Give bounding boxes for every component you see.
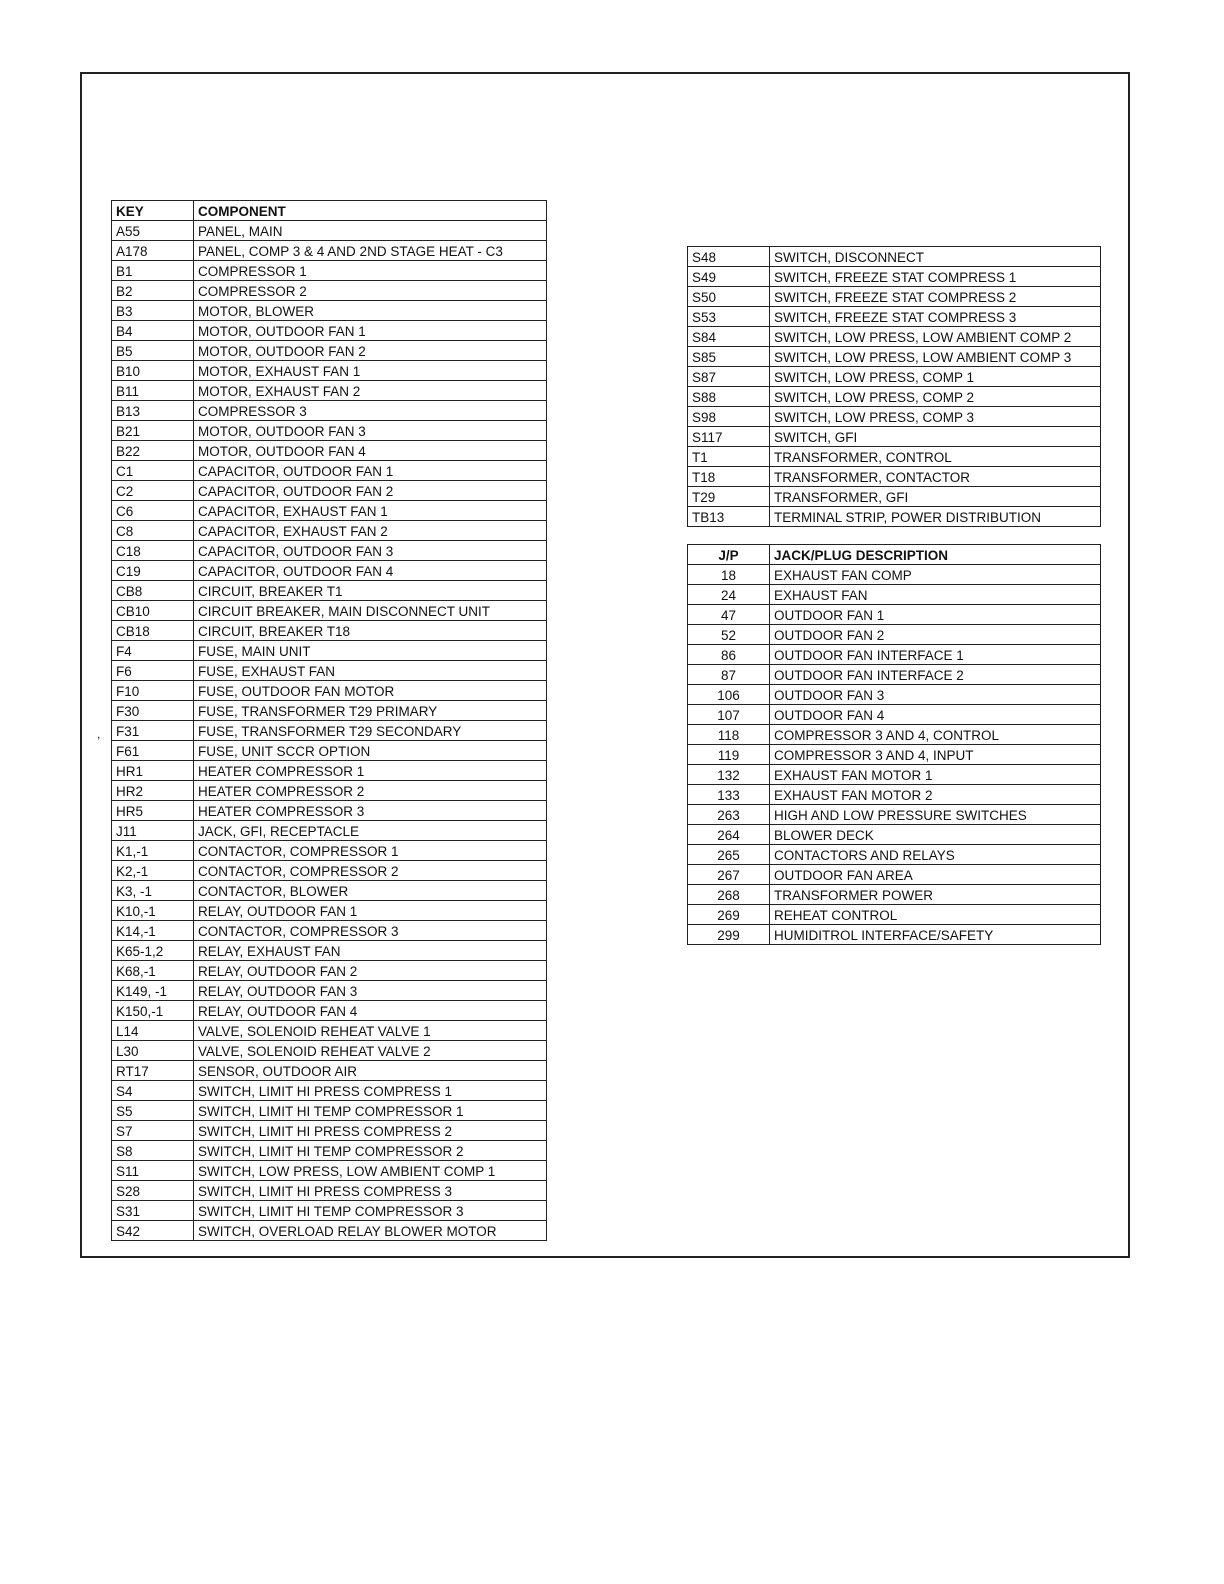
description-cell: CONTACTORS AND RELAYS [770, 845, 1101, 865]
key-cell: B5 [112, 341, 194, 361]
jackplug-row [688, 745, 1101, 765]
description-cell: CAPACITOR, OUTDOOR FAN 4 [194, 561, 547, 581]
component-row [112, 981, 547, 1001]
description-cell: CONTACTOR, COMPRESSOR 3 [194, 921, 547, 941]
jackplug-row [688, 765, 1101, 785]
switch-row [688, 247, 1101, 267]
key-cell: S50 [688, 287, 770, 307]
key-cell: 268 [688, 885, 770, 905]
key-cell: 267 [688, 865, 770, 885]
description-cell: CIRCUIT, BREAKER T18 [194, 621, 547, 641]
description-cell: SWITCH, LOW PRESS, COMP 1 [770, 367, 1101, 387]
description-cell: CIRCUIT, BREAKER T1 [194, 581, 547, 601]
description-cell: SWITCH, GFI [770, 427, 1101, 447]
description-cell: EXHAUST FAN [770, 585, 1101, 605]
key-cell: 18 [688, 565, 770, 585]
component-row [112, 301, 547, 321]
description-cell: SWITCH, LOW PRESS, LOW AMBIENT COMP 3 [770, 347, 1101, 367]
jackplug-row [688, 625, 1101, 645]
component-row [112, 1041, 547, 1061]
description-cell: CONTACTOR, BLOWER [194, 881, 547, 901]
switch-row [688, 347, 1101, 367]
key-cell: K1,-1 [112, 841, 194, 861]
component-row [112, 881, 547, 901]
description-cell: SWITCH, LIMIT HI PRESS COMPRESS 2 [194, 1121, 547, 1141]
jackplug-row [688, 865, 1101, 885]
key-cell: 264 [688, 825, 770, 845]
jackplug-table [687, 544, 1101, 945]
key-cell: S42 [112, 1221, 194, 1241]
component-row [112, 1121, 547, 1141]
key-cell: 106 [688, 685, 770, 705]
description-cell: SWITCH, FREEZE STAT COMPRESS 1 [770, 267, 1101, 287]
key-cell: TB13 [688, 507, 770, 527]
description-cell: FUSE, TRANSFORMER T29 PRIMARY [194, 701, 547, 721]
component-row [112, 961, 547, 981]
description-cell: CONTACTOR, COMPRESSOR 1 [194, 841, 547, 861]
description-cell: MOTOR, OUTDOOR FAN 2 [194, 341, 547, 361]
description-cell: RELAY, OUTDOOR FAN 1 [194, 901, 547, 921]
component-row [112, 641, 547, 661]
description-cell: TRANSFORMER, CONTROL [770, 447, 1101, 467]
description-cell: MOTOR, BLOWER [194, 301, 547, 321]
switch-row [688, 307, 1101, 327]
component-row [112, 381, 547, 401]
key-cell: 47 [688, 605, 770, 625]
description-cell: SWITCH, DISCONNECT [770, 247, 1101, 267]
component-row [112, 1141, 547, 1161]
description-cell: SWITCH, LOW PRESS, LOW AMBIENT COMP 1 [194, 1161, 547, 1181]
description-cell: OUTDOOR FAN AREA [770, 865, 1101, 885]
key-cell: S48 [688, 247, 770, 267]
key-cell: C2 [112, 481, 194, 501]
component-row [112, 421, 547, 441]
key-cell: 132 [688, 765, 770, 785]
key-cell: K65-1,2 [112, 941, 194, 961]
key-cell: K10,-1 [112, 901, 194, 921]
description-cell: RELAY, OUTDOOR FAN 4 [194, 1001, 547, 1021]
component-row [112, 1061, 547, 1081]
jackplug-header-row [688, 545, 1101, 565]
description-cell: FUSE, MAIN UNIT [194, 641, 547, 661]
key-cell: 52 [688, 625, 770, 645]
jackplug-description-header: JACK/PLUG DESCRIPTION [770, 545, 1101, 565]
key-cell: C6 [112, 501, 194, 521]
description-cell: HUMIDITROL INTERFACE/SAFETY [770, 925, 1101, 945]
key-cell: K3, -1 [112, 881, 194, 901]
key-cell: 107 [688, 705, 770, 725]
description-cell: SWITCH, LIMIT HI TEMP COMPRESSOR 2 [194, 1141, 547, 1161]
description-cell: MOTOR, OUTDOOR FAN 4 [194, 441, 547, 461]
jackplug-row [688, 665, 1101, 685]
description-cell: FUSE, UNIT SCCR OPTION [194, 741, 547, 761]
component-row [112, 1001, 547, 1021]
switch-row [688, 327, 1101, 347]
switch-row [688, 427, 1101, 447]
component-row [112, 1021, 547, 1041]
description-cell: VALVE, SOLENOID REHEAT VALVE 1 [194, 1021, 547, 1041]
key-cell: L14 [112, 1021, 194, 1041]
description-cell: MOTOR, EXHAUST FAN 2 [194, 381, 547, 401]
jackplug-row [688, 925, 1101, 945]
description-cell: REHEAT CONTROL [770, 905, 1101, 925]
jackplug-row [688, 805, 1101, 825]
key-cell: 299 [688, 925, 770, 945]
description-cell: PANEL, MAIN [194, 221, 547, 241]
key-cell: C8 [112, 521, 194, 541]
component-row [112, 621, 547, 641]
component-row [112, 1101, 547, 1121]
description-cell: FUSE, TRANSFORMER T29 SECONDARY [194, 721, 547, 741]
switch-row [688, 387, 1101, 407]
key-cell: 86 [688, 645, 770, 665]
description-cell: SWITCH, LIMIT HI TEMP COMPRESSOR 3 [194, 1201, 547, 1221]
description-cell: HIGH AND LOW PRESSURE SWITCHES [770, 805, 1101, 825]
component-row [112, 701, 547, 721]
component-row [112, 741, 547, 761]
description-cell: MOTOR, EXHAUST FAN 1 [194, 361, 547, 381]
description-cell: BLOWER DECK [770, 825, 1101, 845]
description-cell: TRANSFORMER, GFI [770, 487, 1101, 507]
key-cell: F10 [112, 681, 194, 701]
key-cell: C1 [112, 461, 194, 481]
component-row [112, 1081, 547, 1101]
component-row [112, 781, 547, 801]
key-cell: S28 [112, 1181, 194, 1201]
jackplug-row [688, 905, 1101, 925]
key-cell: 119 [688, 745, 770, 765]
description-cell: OUTDOOR FAN 4 [770, 705, 1101, 725]
component-row [112, 861, 547, 881]
description-cell: PANEL, COMP 3 & 4 AND 2ND STAGE HEAT - C3 [194, 241, 547, 261]
description-cell: SENSOR, OUTDOOR AIR [194, 1061, 547, 1081]
switch-row [688, 367, 1101, 387]
description-cell: OUTDOOR FAN INTERFACE 2 [770, 665, 1101, 685]
description-cell: COMPRESSOR 3 AND 4, INPUT [770, 745, 1101, 765]
jackplug-row [688, 825, 1101, 845]
component-row [112, 481, 547, 501]
description-cell: MOTOR, OUTDOOR FAN 1 [194, 321, 547, 341]
component-row [112, 801, 547, 821]
component-row [112, 601, 547, 621]
key-cell: S49 [688, 267, 770, 287]
key-cell: K150,-1 [112, 1001, 194, 1021]
description-cell: CAPACITOR, EXHAUST FAN 2 [194, 521, 547, 541]
description-cell: JACK, GFI, RECEPTACLE [194, 821, 547, 841]
key-cell: CB18 [112, 621, 194, 641]
component-row [112, 341, 547, 361]
description-cell: VALVE, SOLENOID REHEAT VALVE 2 [194, 1041, 547, 1061]
description-cell: TERMINAL STRIP, POWER DISTRIBUTION [770, 507, 1101, 527]
jp-header: J/P [688, 545, 770, 565]
key-cell: RT17 [112, 1061, 194, 1081]
component-row [112, 1221, 547, 1241]
key-cell: T18 [688, 467, 770, 487]
description-cell: EXHAUST FAN COMP [770, 565, 1101, 585]
key-cell: B1 [112, 261, 194, 281]
component-row [112, 261, 547, 281]
description-cell: CONTACTOR, COMPRESSOR 2 [194, 861, 547, 881]
key-cell: S87 [688, 367, 770, 387]
jackplug-row [688, 585, 1101, 605]
key-cell: B21 [112, 421, 194, 441]
key-cell: S4 [112, 1081, 194, 1101]
component-row [112, 921, 547, 941]
description-cell: SWITCH, LOW PRESS, COMP 2 [770, 387, 1101, 407]
description-cell: CIRCUIT BREAKER, MAIN DISCONNECT UNIT [194, 601, 547, 621]
description-cell: COMPRESSOR 1 [194, 261, 547, 281]
key-cell: 263 [688, 805, 770, 825]
key-cell: B22 [112, 441, 194, 461]
key-cell: K68,-1 [112, 961, 194, 981]
switches-table [687, 246, 1101, 527]
key-cell: HR5 [112, 801, 194, 821]
switch-row [688, 407, 1101, 427]
key-cell: B13 [112, 401, 194, 421]
key-cell: S85 [688, 347, 770, 367]
key-cell: C18 [112, 541, 194, 561]
component-row [112, 321, 547, 341]
component-row [112, 661, 547, 681]
key-cell: T1 [688, 447, 770, 467]
key-cell: B10 [112, 361, 194, 381]
component-row [112, 901, 547, 921]
jackplug-row [688, 845, 1101, 865]
description-cell: MOTOR, OUTDOOR FAN 3 [194, 421, 547, 441]
component-row [112, 761, 547, 781]
component-row [112, 361, 547, 381]
component-row [112, 221, 547, 241]
description-cell: OUTDOOR FAN 3 [770, 685, 1101, 705]
description-cell: RELAY, EXHAUST FAN [194, 941, 547, 961]
key-cell: B3 [112, 301, 194, 321]
switch-row [688, 267, 1101, 287]
switch-row [688, 467, 1101, 487]
key-cell: 269 [688, 905, 770, 925]
description-cell: SWITCH, FREEZE STAT COMPRESS 2 [770, 287, 1101, 307]
switch-row [688, 447, 1101, 467]
key-cell: F31 [112, 721, 194, 741]
description-cell: SWITCH, LIMIT HI PRESS COMPRESS 1 [194, 1081, 547, 1101]
key-cell: HR2 [112, 781, 194, 801]
key-cell: S98 [688, 407, 770, 427]
key-cell: K149, -1 [112, 981, 194, 1001]
key-cell: F4 [112, 641, 194, 661]
key-cell: S88 [688, 387, 770, 407]
jackplug-row [688, 725, 1101, 745]
key-cell: S5 [112, 1101, 194, 1121]
key-cell: F6 [112, 661, 194, 681]
key-cell: A178 [112, 241, 194, 261]
key-cell: S84 [688, 327, 770, 347]
jackplug-row [688, 685, 1101, 705]
description-cell: SWITCH, LIMIT HI PRESS COMPRESS 3 [194, 1181, 547, 1201]
key-cell: B11 [112, 381, 194, 401]
component-row [112, 1161, 547, 1181]
component-row [112, 561, 547, 581]
jackplug-row [688, 705, 1101, 725]
key-cell: K14,-1 [112, 921, 194, 941]
description-cell: CAPACITOR, OUTDOOR FAN 1 [194, 461, 547, 481]
component-row [112, 461, 547, 481]
key-cell: 24 [688, 585, 770, 605]
component-row [112, 501, 547, 521]
key-cell: S117 [688, 427, 770, 447]
description-cell: RELAY, OUTDOOR FAN 2 [194, 961, 547, 981]
components-header-row [112, 201, 547, 221]
description-cell: SWITCH, LOW PRESS, LOW AMBIENT COMP 2 [770, 327, 1101, 347]
description-cell: CAPACITOR, OUTDOOR FAN 3 [194, 541, 547, 561]
key-cell: S31 [112, 1201, 194, 1221]
description-cell: SWITCH, FREEZE STAT COMPRESS 3 [770, 307, 1101, 327]
jackplug-row [688, 605, 1101, 625]
description-cell: OUTDOOR FAN INTERFACE 1 [770, 645, 1101, 665]
key-cell: B2 [112, 281, 194, 301]
key-cell: S7 [112, 1121, 194, 1141]
key-cell: T29 [688, 487, 770, 507]
key-cell: C19 [112, 561, 194, 581]
description-cell: COMPRESSOR 2 [194, 281, 547, 301]
component-row [112, 581, 547, 601]
key-cell: HR1 [112, 761, 194, 781]
description-cell: OUTDOOR FAN 1 [770, 605, 1101, 625]
jackplug-row [688, 565, 1101, 585]
key-cell: S8 [112, 1141, 194, 1161]
switch-row [688, 487, 1101, 507]
description-cell: SWITCH, OVERLOAD RELAY BLOWER MOTOR [194, 1221, 547, 1241]
key-cell: 87 [688, 665, 770, 685]
switch-row [688, 287, 1101, 307]
switch-row [688, 507, 1101, 527]
component-row [112, 281, 547, 301]
key-cell: CB10 [112, 601, 194, 621]
description-cell: EXHAUST FAN MOTOR 2 [770, 785, 1101, 805]
key-cell: S11 [112, 1161, 194, 1181]
stray-mark: , [97, 727, 101, 741]
component-row [112, 941, 547, 961]
description-cell: CAPACITOR, OUTDOOR FAN 2 [194, 481, 547, 501]
components-table [111, 200, 547, 1241]
component-row [112, 521, 547, 541]
jackplug-row [688, 885, 1101, 905]
description-cell: HEATER COMPRESSOR 3 [194, 801, 547, 821]
description-cell: COMPRESSOR 3 [194, 401, 547, 421]
key-cell: F61 [112, 741, 194, 761]
key-cell: 265 [688, 845, 770, 865]
key-cell: S53 [688, 307, 770, 327]
description-cell: SWITCH, LOW PRESS, COMP 3 [770, 407, 1101, 427]
key-cell: CB8 [112, 581, 194, 601]
key-cell: A55 [112, 221, 194, 241]
description-cell: HEATER COMPRESSOR 1 [194, 761, 547, 781]
key-cell: 133 [688, 785, 770, 805]
jackplug-row [688, 785, 1101, 805]
key-cell: B4 [112, 321, 194, 341]
description-cell: RELAY, OUTDOOR FAN 3 [194, 981, 547, 1001]
key-cell: 118 [688, 725, 770, 745]
description-cell: FUSE, OUTDOOR FAN MOTOR [194, 681, 547, 701]
description-cell: TRANSFORMER POWER [770, 885, 1101, 905]
component-row [112, 241, 547, 261]
component-header: COMPONENT [194, 201, 547, 221]
description-cell: EXHAUST FAN MOTOR 1 [770, 765, 1101, 785]
component-row [112, 1201, 547, 1221]
description-cell: COMPRESSOR 3 AND 4, CONTROL [770, 725, 1101, 745]
description-cell: HEATER COMPRESSOR 2 [194, 781, 547, 801]
component-row [112, 1181, 547, 1201]
key-cell: L30 [112, 1041, 194, 1061]
description-cell: OUTDOOR FAN 2 [770, 625, 1101, 645]
component-row [112, 441, 547, 461]
description-cell: CAPACITOR, EXHAUST FAN 1 [194, 501, 547, 521]
component-row [112, 821, 547, 841]
component-row [112, 401, 547, 421]
description-cell: SWITCH, LIMIT HI TEMP COMPRESSOR 1 [194, 1101, 547, 1121]
key-cell: K2,-1 [112, 861, 194, 881]
component-row [112, 681, 547, 701]
component-row [112, 721, 547, 741]
key-cell: F30 [112, 701, 194, 721]
key-cell: J11 [112, 821, 194, 841]
component-row [112, 541, 547, 561]
description-cell: TRANSFORMER, CONTACTOR [770, 467, 1101, 487]
description-cell: FUSE, EXHAUST FAN [194, 661, 547, 681]
key-header: KEY [112, 201, 194, 221]
component-row [112, 841, 547, 861]
jackplug-row [688, 645, 1101, 665]
